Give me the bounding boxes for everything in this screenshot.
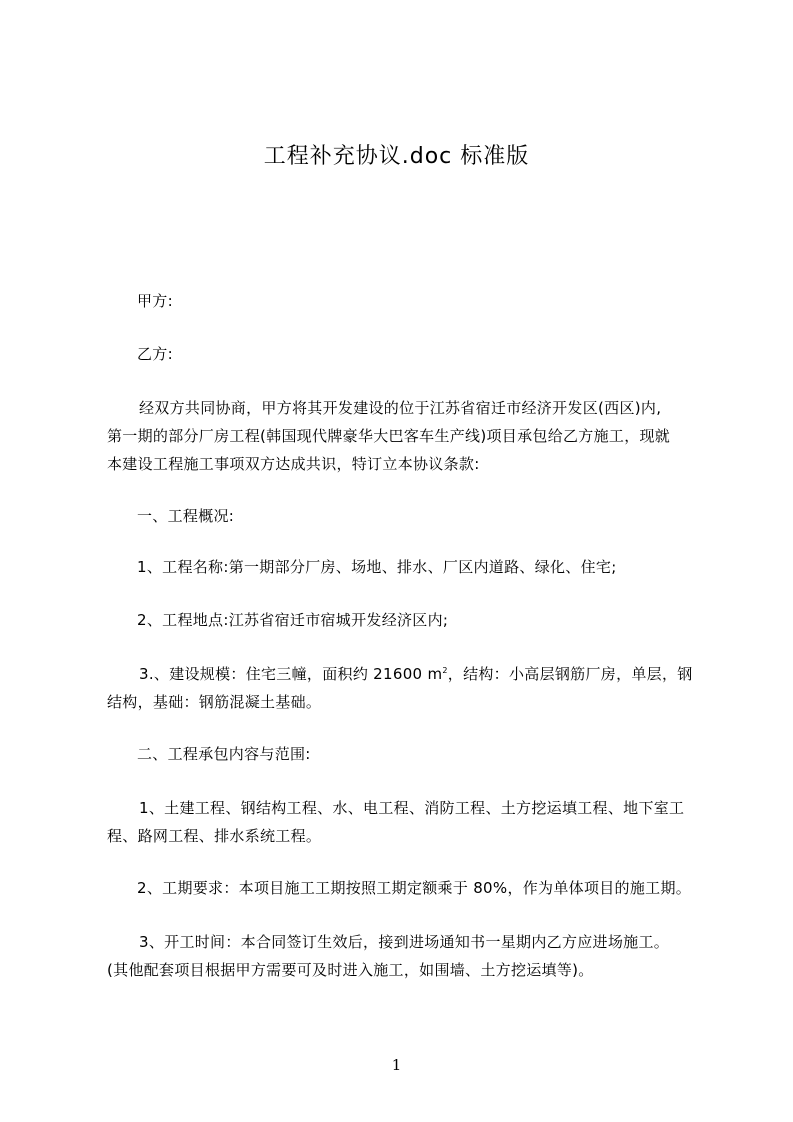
section-1-item-3 bbox=[107, 660, 693, 716]
section-2-heading: 二、工程承包内容与范围: bbox=[137, 745, 311, 763]
section-1-item-3-line-1 bbox=[107, 660, 693, 688]
intro-paragraph bbox=[107, 394, 670, 478]
party-b-label: 乙方: bbox=[137, 345, 173, 363]
section-1-item-1: 1、工程名称:第一期部分厂房、场地、排水、厂区内道路、绿化、住宅; bbox=[137, 558, 617, 576]
intro-line-3: 本建设工程施工事项双方达成共识，特订立本协议条款: bbox=[107, 455, 480, 473]
scale-text-before: 3.、建设规模：住宅三幢，面积约 21600 m bbox=[139, 665, 443, 683]
section-2-item-1-line-2: 程、路网工程、排水系统工程。 bbox=[107, 827, 322, 845]
section-2-item-3 bbox=[107, 928, 669, 984]
party-a-label: 甲方: bbox=[137, 292, 173, 310]
section-1-heading: 一、工程概况: bbox=[137, 507, 235, 525]
intro-line-1: 经双方共同协商，甲方将其开发建设的位于江苏省宿迁市经济开发区(西区)内, bbox=[139, 399, 662, 417]
intro-line-2: 第一期的部分厂房工程(韩国现代牌豪华大巴客车生产线)项目承包给乙方施工，现就 bbox=[107, 427, 671, 445]
section-2-item-2: 2、工期要求：本项目施工工期按照工期定额乘于 80%，作为单体项目的施工期。 bbox=[137, 879, 692, 897]
document-title: 工程补充协议.doc 标准版 bbox=[263, 144, 530, 169]
scale-text-after: ，结构：小高层钢筋厂房，单层，钢 bbox=[447, 665, 693, 683]
section-2-item-1 bbox=[107, 794, 684, 850]
square-meter-superscript: 2 bbox=[442, 666, 448, 675]
section-2-item-3-line-1: 3、开工时间：本合同签订生效后，接到进场通知书一星期内乙方应进场施工。 bbox=[139, 933, 670, 951]
section-1-item-3-line-2: 结构，基础：钢筋混凝土基础。 bbox=[107, 693, 322, 711]
page-number: 1 bbox=[391, 1056, 402, 1074]
section-1-item-2: 2、工程地点:江苏省宿迁市宿城开发经济区内; bbox=[137, 611, 449, 629]
section-2-item-1-line-1: 1、土建工程、钢结构工程、水、电工程、消防工程、土方挖运填工程、地下室工 bbox=[139, 799, 685, 817]
section-2-item-3-line-2: (其他配套项目根据甲方需要可及时进入施工，如围墙、土方挖运填等)。 bbox=[107, 961, 594, 979]
